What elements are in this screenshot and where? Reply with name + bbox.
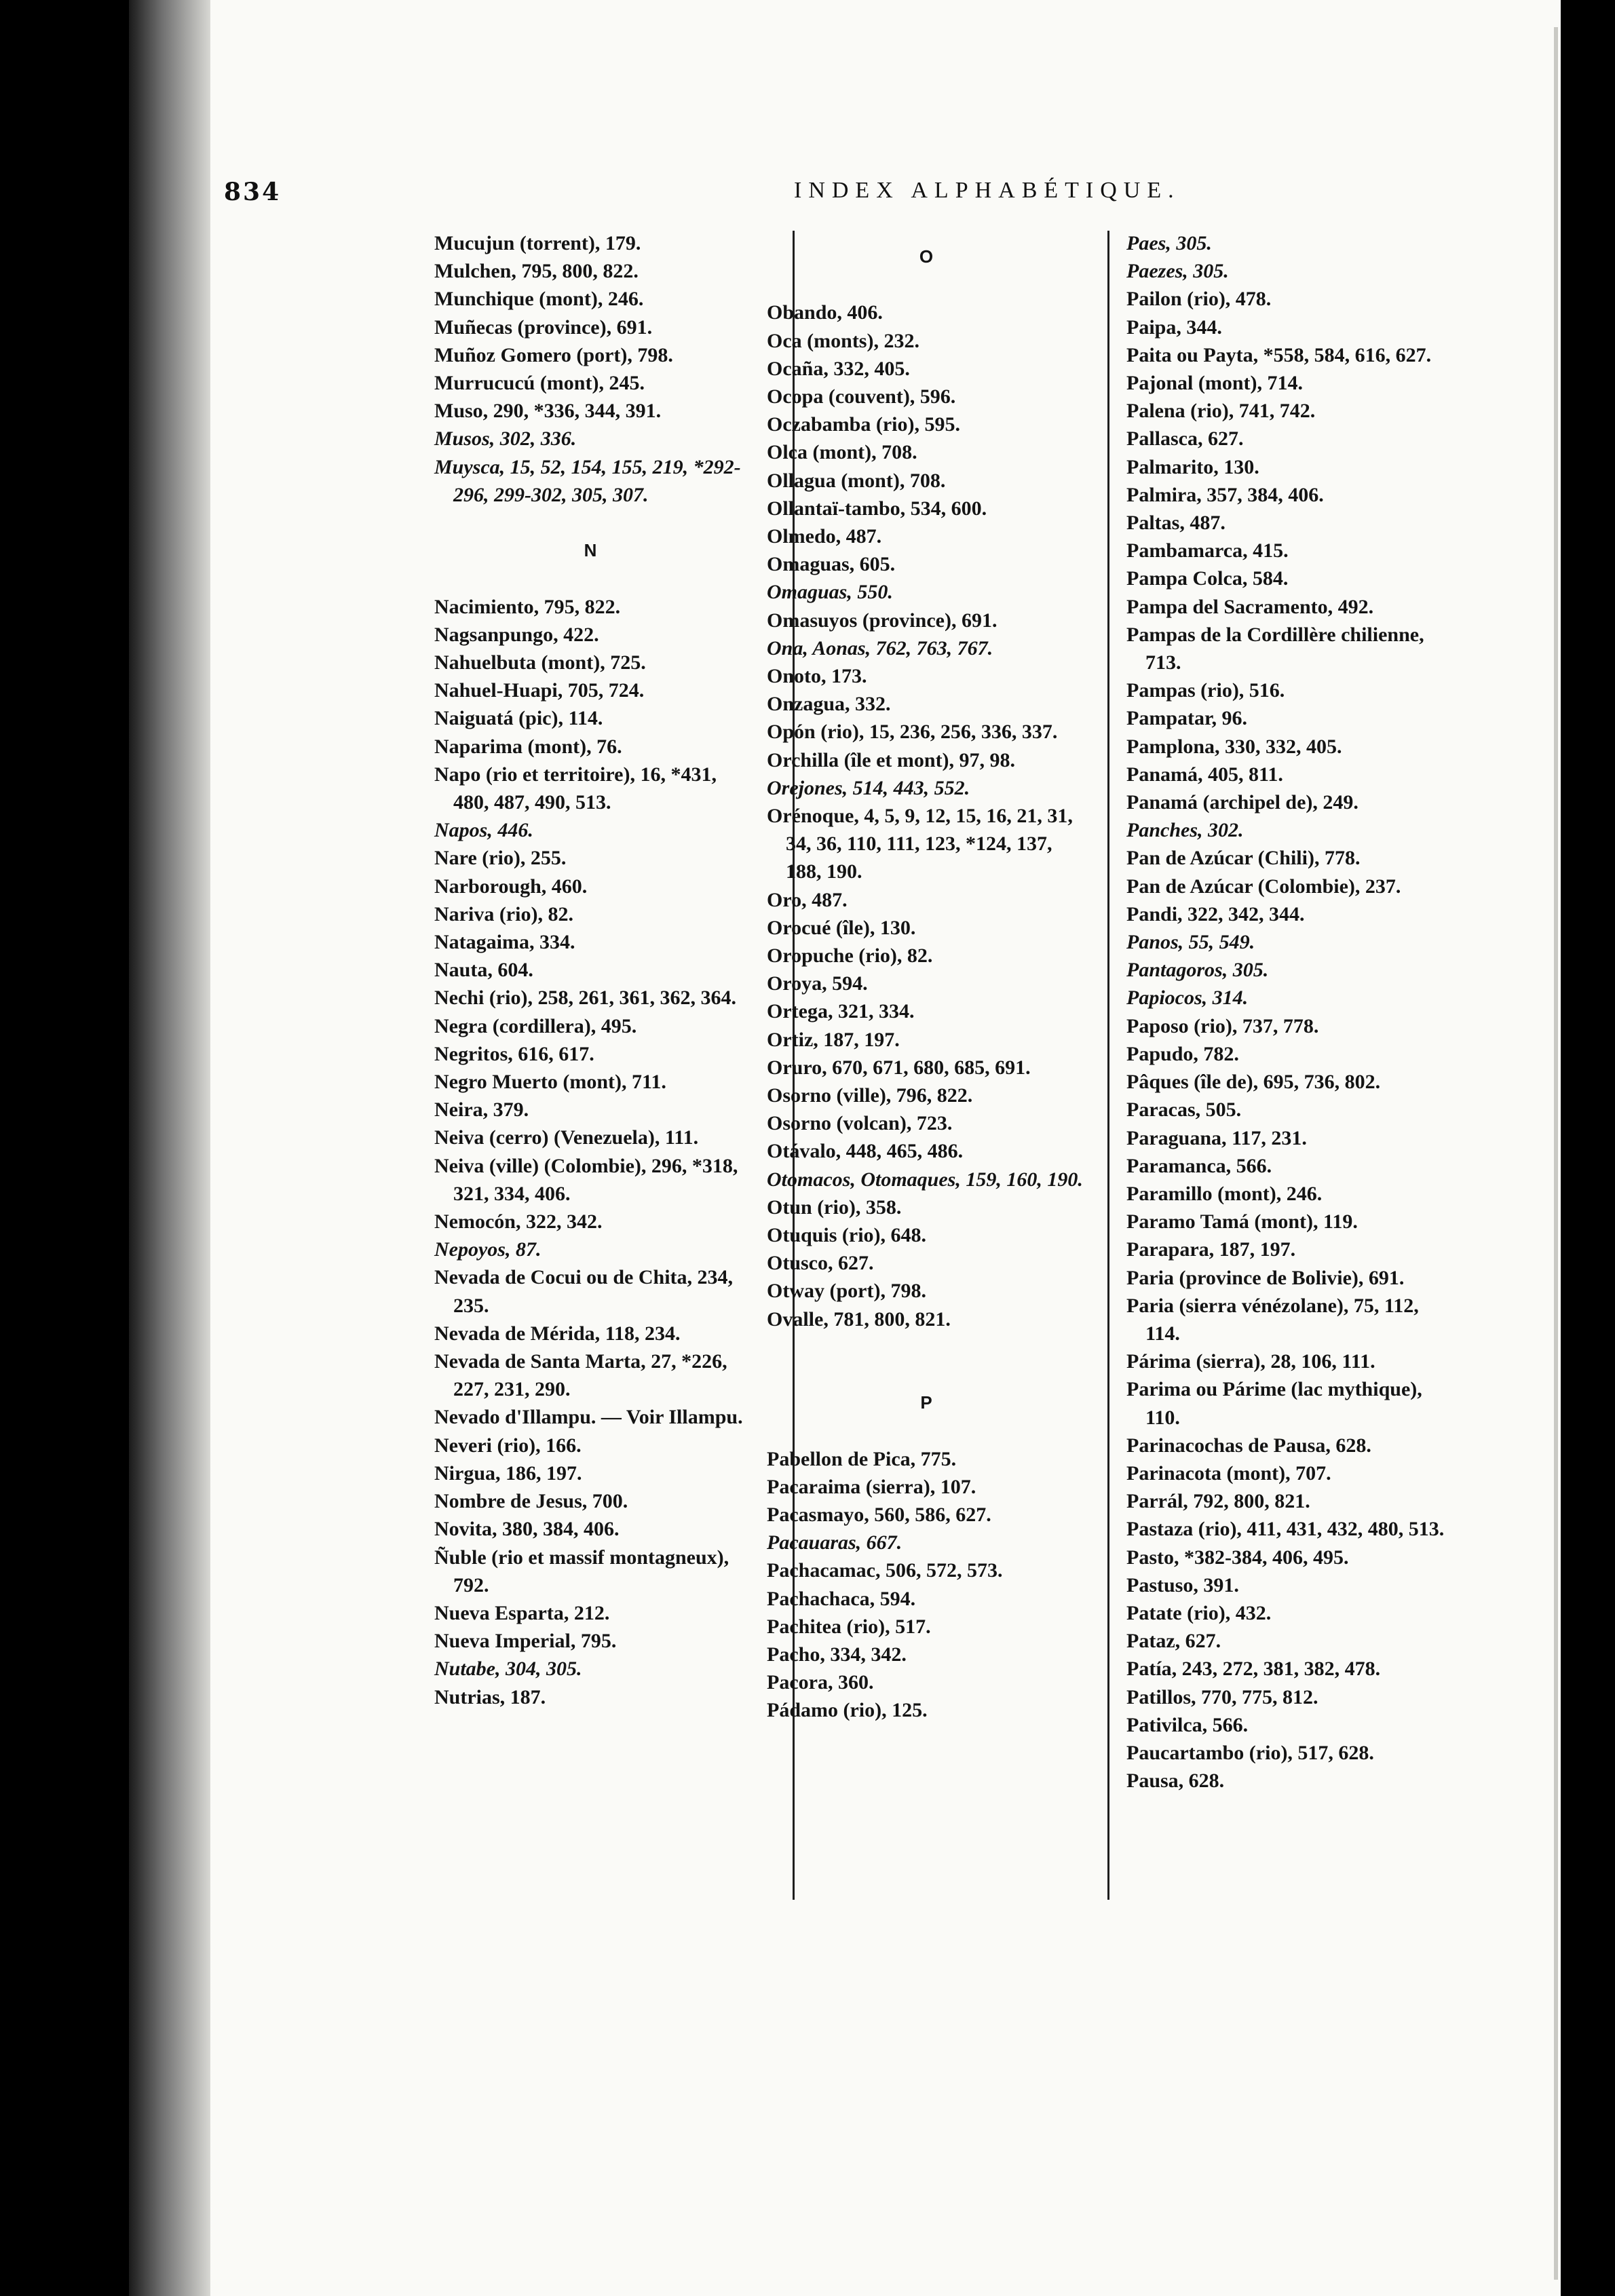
index-entry: Paezes, 305. [1126, 260, 1229, 283]
index-entry: Oca (monts), 232. [767, 329, 919, 352]
index-entry: Ñuble (rio et massif montagneux), 792. [434, 1546, 729, 1596]
index-entry: Neveri (rio), 166. [434, 1434, 582, 1457]
index-entry: Nahuelbuta (mont), 725. [434, 651, 646, 674]
index-entry: Panos, 55, 549. [1126, 931, 1255, 954]
index-entry: Negra (cordillera), 495. [434, 1014, 637, 1037]
index-entry: Orchilla (île et mont), 97, 98. [767, 748, 1016, 771]
index-entry: Oczabamba (rio), 595. [767, 413, 960, 436]
index-entry: Nevada de Cocui ou de Chita, 234, 235. [434, 1266, 734, 1317]
index-entry: Naiguatá (pic), 114. [434, 707, 603, 730]
index-entry: Papudo, 782. [1126, 1042, 1239, 1065]
index-entry: Pantagoros, 305. [1126, 959, 1269, 982]
index-entry: Narborough, 460. [434, 875, 588, 898]
index-entry: Nechi (rio), 258, 261, 361, 362, 364. [434, 987, 736, 1010]
index-entry: Opón (rio), 15, 236, 256, 336, 337. [767, 721, 1058, 744]
index-entry: Ollagua (mont), 708. [767, 469, 946, 492]
index-entry: Novita, 380, 384, 406. [434, 1518, 620, 1541]
index-entry: Mucujun (torrent), 179. [434, 232, 641, 254]
index-entry: Pastuso, 391. [1126, 1573, 1239, 1596]
index-entry: Nevada de Santa Marta, 27, *226, 227, 231, 290. [434, 1350, 727, 1401]
index-entry: Pacora, 360. [767, 1671, 874, 1694]
index-entry: Pampatar, 96. [1126, 707, 1248, 730]
index-entry: Nutabe, 304, 305. [434, 1658, 582, 1681]
index-entry: Otomacos, Otomaques, 159, 160, 190. [767, 1168, 1083, 1191]
index-entry: Pamplona, 330, 332, 405. [1126, 735, 1342, 758]
index-entry: Oro, 487. [767, 888, 848, 911]
index-entry: Ollantaï-tambo, 534, 600. [767, 497, 987, 520]
page-edge-line [1554, 27, 1558, 2280]
index-entry: Negro Muerto (mont), 711. [434, 1071, 666, 1094]
index-entry: Ortega, 321, 334. [767, 1000, 915, 1023]
index-entry: Papiocos, 314. [1126, 987, 1249, 1010]
index-entry: Paipa, 344. [1126, 315, 1222, 339]
index-entry: Orejones, 514, 443, 552. [767, 776, 970, 799]
index-entry: Pasto, *382-384, 406, 495. [1126, 1546, 1349, 1569]
index-entry: Pádamo (rio), 125. [767, 1699, 928, 1722]
index-entry: Patillos, 770, 775, 812. [1126, 1685, 1318, 1708]
index-entry: Paita ou Payta, *558, 584, 616, 627. [1126, 343, 1432, 366]
index-entry: Nevada de Mérida, 118, 234. [434, 1322, 681, 1345]
index-entry: Mulchen, 795, 800, 822. [434, 260, 639, 283]
index-entry: Parima ou Párime (lac mythique), 110. [1126, 1378, 1422, 1429]
index-entry: Parrál, 792, 800, 821. [1126, 1490, 1310, 1513]
index-entry: Parapara, 187, 197. [1126, 1238, 1296, 1261]
index-entry: Nare (rio), 255. [434, 847, 567, 870]
index-entry: Negritos, 616, 617. [434, 1042, 594, 1065]
index-entry: Neira, 379. [434, 1098, 529, 1122]
index-entry: Ona, Aonas, 762, 763, 767. [767, 636, 993, 659]
index-entry: Otuquis (rio), 648. [767, 1224, 927, 1247]
index-entry: Nutrias, 187. [434, 1685, 546, 1708]
index-entry: Oroya, 594. [767, 972, 868, 995]
index-entry: Pabellon de Pica, 775. [767, 1447, 957, 1470]
index-entry: Musos, 302, 336. [434, 427, 577, 451]
index-entry: Pailon (rio), 478. [1126, 288, 1272, 311]
index-entry: Muysca, 15, 52, 154, 155, 219, *292-296, 299-302, 305, 307. [434, 455, 741, 506]
index-entry: Neiva (ville) (Colombie), 296, *318, 321, 334, 406. [434, 1154, 738, 1205]
index-entry: Nombre de Jesus, 700. [434, 1490, 628, 1513]
index-entry: Muñecas (province), 691. [434, 315, 653, 339]
index-entry: Paria (province de Bolivie), 691. [1126, 1266, 1405, 1289]
index-entry: Panamá, 405, 811. [1126, 763, 1283, 786]
index-entry: Muñoz Gomero (port), 798. [434, 343, 673, 366]
index-entry: Ocopa (couvent), 596. [767, 385, 956, 408]
index-entry: Pacasmayo, 560, 586, 627. [767, 1504, 991, 1527]
index-entry: Otun (rio), 358. [767, 1195, 902, 1219]
index-entry: Nemocón, 322, 342. [434, 1210, 603, 1233]
index-entry: Ovalle, 781, 800, 821. [767, 1307, 951, 1331]
index-entry: Pastaza (rio), 411, 431, 432, 480, 513. [1126, 1518, 1445, 1541]
index-entry: Oropuche (rio), 82. [767, 944, 933, 968]
index-entry: Nepoyos, 87. [434, 1238, 542, 1261]
index-entry: Pampas (rio), 516. [1126, 679, 1285, 702]
index-entry: Oruro, 670, 671, 680, 685, 691. [767, 1056, 1031, 1079]
index-entry: Otway (port), 798. [767, 1280, 926, 1303]
index-entry: Pajonal (mont), 714. [1126, 372, 1303, 395]
page-header [224, 178, 1344, 212]
index-entry: Nirgua, 186, 197. [434, 1461, 582, 1485]
index-entry: Patía, 243, 272, 381, 382, 478. [1126, 1658, 1381, 1681]
scan-border [1564, 0, 1615, 2296]
index-entry: Omasuyos (province), 691. [767, 609, 998, 632]
index-entry: Pausa, 628. [1126, 1769, 1225, 1793]
index-entry: Ortiz, 187, 197. [767, 1028, 900, 1051]
spacer [767, 1361, 1086, 1389]
index-entry: Nueva Esparta, 212. [434, 1601, 610, 1624]
index-column-1 [434, 229, 746, 1711]
index-entry: Onzagua, 332. [767, 693, 891, 716]
page-number: 834 [224, 178, 282, 206]
index-entry: Otusco, 627. [767, 1252, 874, 1275]
spacer [434, 565, 746, 592]
index-entry: Paramanca, 566. [1126, 1154, 1272, 1177]
index-entry: Nagsanpungo, 422. [434, 623, 599, 646]
index-entry: Neiva (cerro) (Venezuela), 111. [434, 1126, 699, 1149]
spacer [767, 1417, 1086, 1444]
index-entry: Napos, 446. [434, 819, 533, 842]
index-entry: Pan de Azúcar (Chili), 778. [1126, 847, 1361, 870]
section-letter: N [584, 540, 597, 561]
index-entry: Pan de Azúcar (Colombie), 237. [1126, 875, 1401, 898]
section-letter: P [920, 1392, 932, 1413]
column-rule [1107, 231, 1109, 1900]
index-entry: Paramillo (mont), 246. [1126, 1182, 1323, 1205]
index-entry: Natagaima, 334. [434, 931, 575, 954]
section-letter: O [919, 246, 934, 267]
index-entry: Palmarito, 130. [1126, 455, 1259, 478]
index-entry: Osorno (volcan), 723. [767, 1112, 953, 1135]
index-entry: Pallasca, 627. [1126, 427, 1244, 451]
index-entry: Napo (rio et territoire), 16, *431, 480, 487, 490, 513. [434, 763, 717, 814]
index-entry: Pachitea (rio), 517. [767, 1615, 931, 1638]
index-entry: Olca (mont), 708. [767, 441, 917, 464]
index-entry: Panches, 302. [1126, 819, 1244, 842]
index-entry: Nauta, 604. [434, 959, 533, 982]
index-entry: Orocué (île), 130. [767, 916, 916, 939]
index-entry: Nueva Imperial, 795. [434, 1630, 617, 1653]
index-entry: Pachachaca, 594. [767, 1587, 916, 1610]
spacer [434, 509, 746, 537]
index-entry: Panamá (archipel de), 249. [1126, 791, 1358, 814]
index-entry: Parinacochas de Pausa, 628. [1126, 1434, 1371, 1457]
index-entry: Murrucucú (mont), 245. [434, 372, 645, 395]
index-entry: Paracas, 505. [1126, 1098, 1242, 1122]
spacer [767, 271, 1086, 299]
index-entry: Nariva (rio), 82. [434, 902, 573, 925]
index-entry: Parinacota (mont), 707. [1126, 1461, 1331, 1485]
index-entry: Paramo Tamá (mont), 119. [1126, 1210, 1358, 1233]
spacer [767, 1333, 1086, 1361]
index-entry: Paucartambo (rio), 517, 628. [1126, 1741, 1374, 1764]
index-entry: Pampa Colca, 584. [1126, 567, 1289, 590]
index-entry: Paes, 305. [1126, 232, 1212, 254]
index-entry: Pacauaras, 667. [767, 1531, 902, 1554]
index-entry: Osorno (ville), 796, 822. [767, 1084, 973, 1107]
index-entry: Pativilca, 566. [1126, 1713, 1249, 1736]
index-entry: Patate (rio), 432. [1126, 1601, 1272, 1624]
index-entry: Pampa del Sacramento, 492. [1126, 595, 1374, 618]
index-entry: Palena (rio), 741, 742. [1126, 400, 1316, 423]
index-entry: Pacaraima (sierra), 107. [767, 1475, 976, 1498]
index-entry: Paraguana, 117, 231. [1126, 1126, 1307, 1149]
index-entry: Pacho, 334, 342. [767, 1643, 907, 1666]
index-entry: Munchique (mont), 246. [434, 288, 644, 311]
spacer [767, 229, 1086, 243]
index-entry: Pampas de la Cordillère chilienne, 713. [1126, 623, 1424, 674]
index-entry: Naparima (mont), 76. [434, 735, 622, 758]
book-gutter [129, 0, 210, 2296]
index-entry: Ocaña, 332, 405. [767, 357, 910, 380]
index-entry: Otávalo, 448, 465, 486. [767, 1140, 964, 1163]
index-entry: Pâques (île de), 695, 736, 802. [1126, 1071, 1381, 1094]
index-entry: Omaguas, 605. [767, 553, 896, 576]
index-entry: Párima (sierra), 28, 106, 111. [1126, 1350, 1375, 1373]
index-entry: Pambamarca, 415. [1126, 539, 1289, 562]
index-entry: Pandi, 322, 342, 344. [1126, 902, 1305, 925]
index-entry: Pachacamac, 506, 572, 573. [767, 1559, 1003, 1582]
index-entry: Nahuel-Huapi, 705, 724. [434, 679, 645, 702]
index-column-3 [1126, 229, 1452, 1795]
index-entry: Obando, 406. [767, 301, 883, 324]
index-entry: Omaguas, 550. [767, 581, 893, 604]
index-column-2 [767, 229, 1086, 1725]
index-entry: Nevado d'Illampu. — Voir Illampu. [434, 1406, 743, 1429]
index-entry: Nacimiento, 795, 822. [434, 595, 621, 618]
index-entry: Paria (sierra vénézolane), 75, 112, 114. [1126, 1294, 1419, 1345]
index-entry: Pataz, 627. [1126, 1630, 1221, 1653]
index-entry: Olmedo, 487. [767, 525, 882, 548]
index-entry: Onoto, 173. [767, 665, 867, 688]
index-entry: Paltas, 487. [1126, 512, 1226, 535]
running-head: INDEX ALPHABÉTIQUE. [794, 178, 1181, 203]
index-entry: Muso, 290, *336, 344, 391. [434, 400, 662, 423]
index-entry: Orénoque, 4, 5, 9, 12, 15, 16, 21, 31, 34, 36, 110, 111, 123, *124, 137, 188, 190. [767, 805, 1073, 883]
index-entry: Paposo (rio), 737, 778. [1126, 1014, 1319, 1037]
index-entry: Palmira, 357, 384, 406. [1126, 483, 1324, 506]
